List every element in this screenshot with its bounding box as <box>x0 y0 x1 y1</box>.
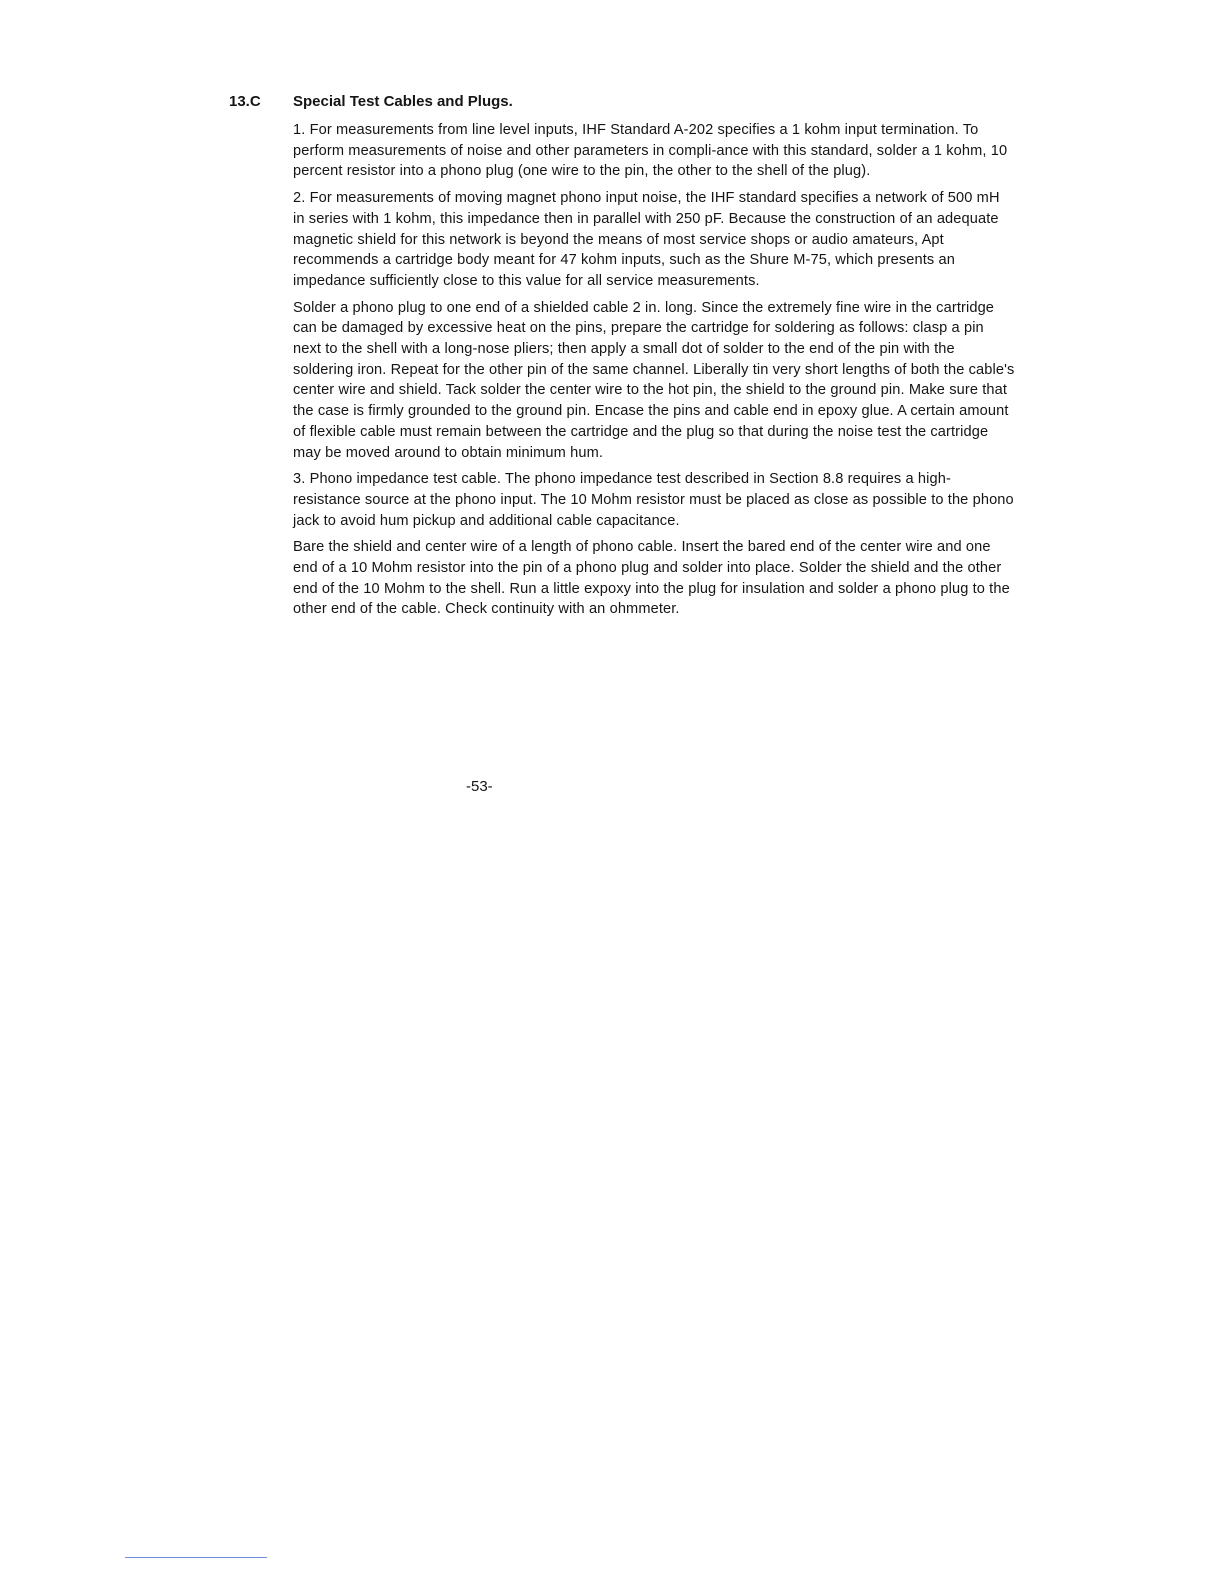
section-title: Special Test Cables and Plugs. <box>293 93 513 110</box>
paragraph-phono-noise-network: 2. For measurements of moving magnet phono input noise, the IHF standard specifies a network of 500 mH in series with 1 kohm, this impedance then in parallel with 250 pF. Because the construction of an adequate magnetic shield for this network is beyond the means of most service shops or audio amateurs, Apt recommends a cartridge body meant for 47 kohm inputs, such as the Shure M-75, which presents an impedance sufficiently close to this value for all service measurements. <box>293 190 1000 289</box>
page-number: -53- <box>466 778 493 795</box>
paragraph-phono-impedance-cable: 3. Phono impedance test cable. The phono impedance test described in Section 8.8 requires a high-resistance source at the phono input. The 10 Mohm resistor must be placed as close as possible to the phono jack to avoid hum pickup and additional cable capacitance. <box>293 471 1014 529</box>
paragraph-cable-assembly: Bare the shield and center wire of a length of phono cable. Insert the bared end of the center wire and one end of a 10 Mohm resistor into the pin of a phono plug and solder into place. Solder the shield and the other end of the 10 Mohm to the shell. Run a little expoxy into the plug for insulation and solder a phono plug to the other end of the cable. Check continuity with an ohmmeter. <box>293 539 1010 618</box>
section-number: 13.C <box>229 93 261 110</box>
paragraph-cartridge-soldering: Solder a phono plug to one end of a shielded cable 2 in. long. Since the extremely fine wire in the cartridge can be damaged by excessive heat on the pins, prepare the cartridge for soldering as follows: clasp a pin next to the shell with a long-nose pliers; then apply a small dot of solder to the end of the pin with the soldering iron. Repeat for the other pin of the same channel. Liberally tin very short lengths of both the cable's center wire and shield. Tack solder the center wire to the hot pin, the shield to the ground pin. Make sure that the case is firmly grounded to the ground pin. Encase the pins and cable end in epoxy glue. A certain amount of flexible cable must remain between the cartridge and the plug so that during the noise test the cartridge may be moved around to obtain minimum hum. <box>293 299 1015 461</box>
section-heading <box>229 92 1009 112</box>
footnote-rule <box>125 1557 267 1558</box>
paragraph-line-level-termination: 1. For measurements from line level inputs, IHF Standard A-202 specifies a 1 kohm input termination. To perform measurements of noise and other parameters in compli-ance with this standard, solder a 1 kohm, 10 percent resistor into a phono plug (one wire to the pin, the other to the shell of the plug). <box>293 122 1008 180</box>
section-body <box>293 120 1015 626</box>
